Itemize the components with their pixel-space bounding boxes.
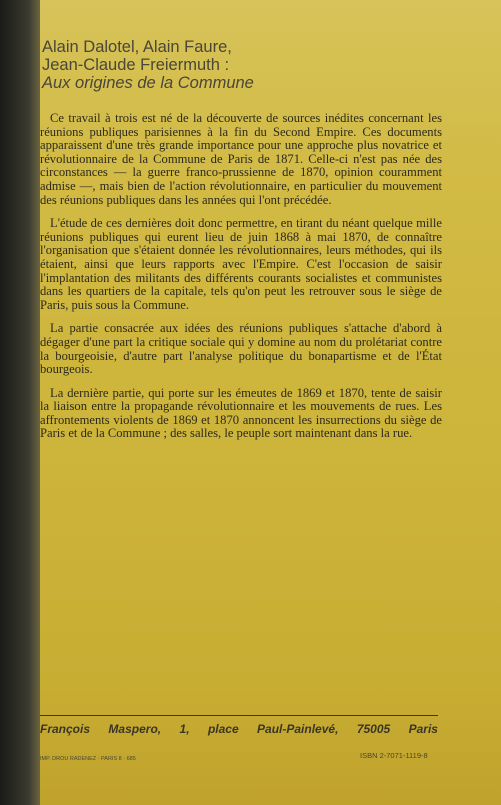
- printer-imprint: IMP. DROU RADENEZ · PARIS 8 · 685: [40, 756, 136, 762]
- authors-line-2: Jean-Claude Freiermuth :: [42, 56, 230, 74]
- publisher-word: Paris: [408, 722, 438, 736]
- paragraph-3: La partie consacrée aux idées des réunions publiques s'attache d'abord à dégager d'une part la critique sociale qui y domine au nom du prolétariat contre la bourgeoisie, d'autre part l'analyse politique du bonapartisme et de l'État bourgeois.: [40, 321, 442, 377]
- publisher-word: François: [40, 722, 91, 736]
- publisher-word: Maspero,: [108, 722, 162, 736]
- authors-line-1: Alain Dalotel, Alain Faure,: [42, 38, 232, 56]
- cover-header: [42, 38, 442, 92]
- publisher-word: Paul-Painlevé,: [257, 722, 339, 736]
- paragraph-1: Ce travail à trois est né de la découverte de sources inédites concernant les réunions publiques parisiennes à la fin du Second Empire. Ces documents apparaissent d'une très grande importance pour une approche plus novatrice et révolutionnaire de la Commune de Paris de 1871. Celle-ci n'est pas née des circonstances — la guerre franco-prussienne de 1870, opinion couramment admise —, mais bien de l'action révolutionnaire, en particulier du mouvement des réunions publiques dans les années qui l'ont précédée.: [40, 111, 442, 207]
- paragraph-4: La dernière partie, qui porte sur les émeutes de 1869 et 1870, tente de saisir la liaison entre la propagande révolutionnaire et les mouvements de rues. Les affrontements violents de 1869 et 1870 annoncent les insurrections du siège de Paris et de la Commune ; des salles, le peuple sort maintenant dans la rue.: [40, 385, 442, 441]
- publisher-word: 1,: [179, 722, 190, 736]
- book-title: Aux origines de la Commune: [42, 74, 254, 92]
- publisher-word: 75005: [356, 722, 391, 736]
- left-shadow-strip: [0, 0, 40, 805]
- publisher-word: place: [207, 722, 239, 736]
- publisher-line: [40, 722, 438, 736]
- paragraph-2: L'étude de ces dernières doit donc permettre, en tirant du néant quelque mille réunions publiques qui eurent lieu de juin 1868 à mai 1870, de connaître l'organisation que s'étaient donnée les révolutionnaires, leurs méthodes, qui ils étaient, ainsi que leurs rapports avec l'Empire. C'est l'occasion de saisir l'implantation des militants des différents courants socialistes et communistes dans les quartiers de la capitale, tels qu'on peut les retrouver sous le siège de Paris, puis sous la Commune.: [40, 216, 442, 312]
- isbn-number: ISBN 2-7071-1119-8: [360, 751, 428, 760]
- blurb-text: [40, 112, 442, 451]
- footer-rule: [40, 715, 438, 716]
